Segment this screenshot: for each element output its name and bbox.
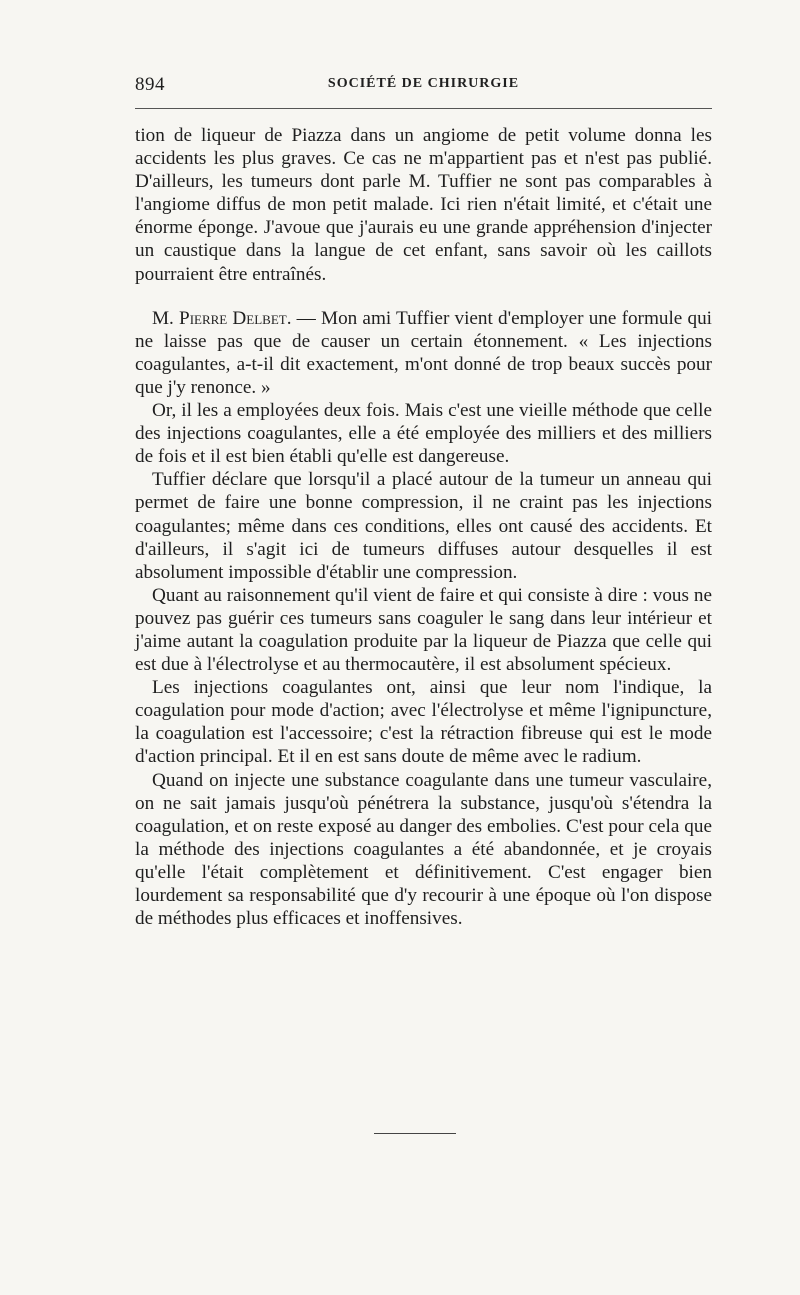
page-number: 894 — [135, 74, 165, 95]
speaker-name: M. Pierre Delbet. — [152, 307, 292, 329]
paragraph: Tuffier déclare que lorsqu'il a placé autour de la tumeur un anneau qui permet de faire une bonne compression, il ne craint pas les injections coagulantes; même dans ces conditions, elles ont causé des accidents. Et d'ailleurs, il s'agit ici de tumeurs diffuses autour desquelles il est absolument impossible d'établir une compression. — [135, 469, 712, 583]
paragraph-delbet — [135, 307, 712, 399]
header-rule — [135, 108, 712, 109]
paragraph-delbet-text: — Mon ami Tuffier vient d'employer une formule qui ne laisse pas que de causer un certain étonnement. « Les injections coagulantes, a-t-il dit exactement, m'ont donné de trop beaux succès pour que j'y renonce. » — [135, 307, 712, 398]
paragraph: Or, il les a employées deux fois. Mais c'est une vieille méthode que celle des injections coagulantes, elle a été employée des milliers et des milliers de fois et il est bien établi qu'elle est dangereuse. — [135, 400, 712, 468]
running-head: SOCIÉTÉ DE CHIRURGIE — [327, 76, 520, 91]
paragraph-continuation: tion de liqueur de Piazza dans un angiome de petit volume donna les accidents les plus graves. Ce cas ne m'appartient pas et n'est pas publié. D'ailleurs, les tumeurs dont parle M. Tuffier ne sont pas comparables à l'angiome diffus de mon petit malade. Ici rien n'était limité, et c'était une énorme éponge. J'avoue que j'aurais eu une grande appréhension d'injecter un caustique dans la langue de cet enfant, sans savoir où les caillots pourraient être entraînés. — [135, 125, 712, 285]
body-text — [135, 124, 712, 930]
page-header — [135, 74, 712, 96]
section-end-rule — [374, 1133, 456, 1134]
paragraph: Les injections coagulantes ont, ainsi que leur nom l'indique, la coagulation pour mode d'action; avec l'électrolyse et même l'ignipuncture, la coagulation est l'accessoire; c'est la rétraction fibreuse qui est le mode d'action principal. Et il en est sans doute de même avec le radium. — [135, 677, 712, 768]
paragraph: Quant au raisonnement qu'il vient de faire et qui consiste à dire : vous ne pouvez pas guérir ces tumeurs sans coaguler le sang dans leur intérieur et j'aime autant la coagulation produite par la liqueur de Piazza que celle qui est due à l'électrolyse et au thermocautère, il est absolument spécieux. — [135, 584, 712, 676]
paragraph: Quand on injecte une substance coagulante dans une tumeur vasculaire, on ne sait jamais jusqu'où pénétrera la substance, jusqu'où s'étendra la coagulation, et on reste exposé au danger des embolies. C'est pour cela que la méthode des injections coagulantes a été abandonnée, et je croyais qu'elle l'était complètement et définitivement. C'est engager bien lourdement sa responsabilité que d'y recourir à une époque où l'on dispose de méthodes plus efficaces et inoffensives. — [135, 769, 712, 930]
